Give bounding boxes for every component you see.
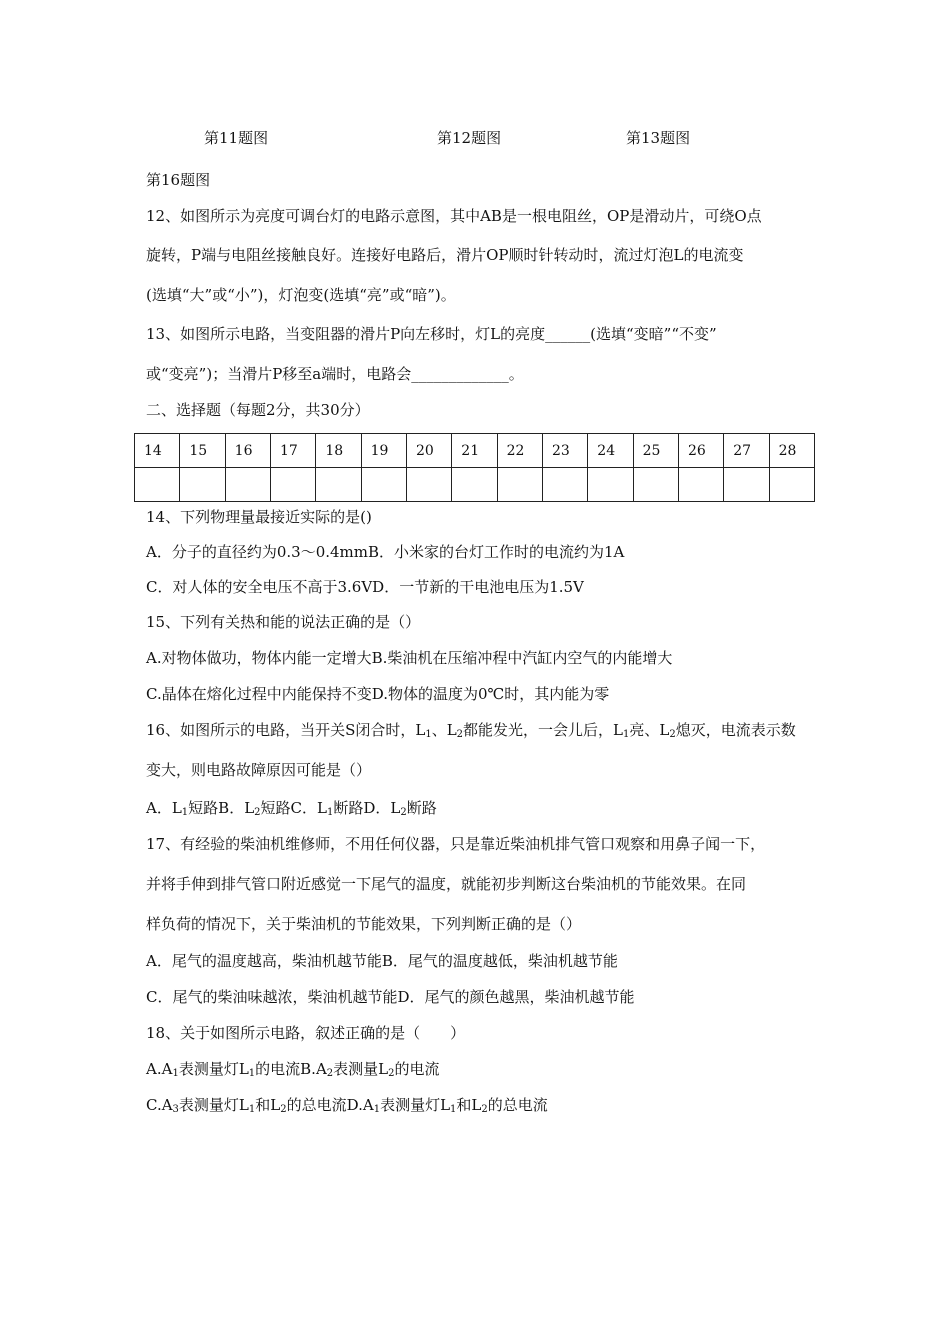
- answer-number-cell: 27: [724, 434, 769, 468]
- q15-options-ab: A.对物体做功，物体内能一定增大B.柴油机在压缩冲程中汽缸内空气的内能增大: [146, 649, 673, 667]
- answer-blank-cell[interactable]: [406, 468, 451, 502]
- answer-table: [134, 433, 815, 502]
- answer-blank-cell[interactable]: [542, 468, 587, 502]
- answer-blank-cell[interactable]: [316, 468, 361, 502]
- answer-blank-cell[interactable]: [724, 468, 769, 502]
- answer-blank-cell[interactable]: [769, 468, 814, 502]
- caption-fig16: 第16题图: [146, 171, 211, 189]
- q12-line1: 12、如图所示为亮度可调台灯的电路示意图，其中AB是一根电阻丝，OP是滑动片，可绕O点: [146, 207, 762, 225]
- q12-line3: (选填“大”或“小”)，灯泡变(选填“亮”或“暗”)。: [146, 286, 456, 304]
- answer-blank-cell[interactable]: [270, 468, 315, 502]
- q14-options-cd: C．对人体的安全电压不高于3.6VD．一节新的干电池电压为1.5V: [146, 578, 584, 596]
- caption-fig12: 第12题图: [437, 129, 502, 147]
- q15-options-cd: C.晶体在熔化过程中内能保持不变D.物体的温度为0℃时，其内能为零: [146, 685, 610, 703]
- answer-number-cell: 14: [135, 434, 180, 468]
- q18-options-ab: $A.A_1$表测量灯$L_1$的电流$B.A_2$表测量$L_2$的电流: [146, 1060, 440, 1079]
- q15-stem: 15、下列有关热和能的说法正确的是（）: [146, 613, 421, 631]
- q17-line1: 17、有经验的柴油机维修师，不用任何仪器，只是靠近柴油机排气管口观察和用鼻子闻一下，: [146, 835, 766, 853]
- q14-stem: 14、下列物理量最接近实际的是(): [146, 508, 372, 526]
- answer-number-cell: 17: [270, 434, 315, 468]
- section2-title: 二、选择题（每题2分，共30分）: [146, 401, 370, 419]
- answer-table-blank-row: [135, 468, 815, 502]
- answer-blank-cell[interactable]: [678, 468, 723, 502]
- answer-blank-cell[interactable]: [180, 468, 225, 502]
- answer-blank-cell[interactable]: [225, 468, 270, 502]
- answer-blank-cell[interactable]: [135, 468, 180, 502]
- answer-number-cell: 21: [452, 434, 497, 468]
- answer-blank-cell[interactable]: [497, 468, 542, 502]
- q13-line2: 或“变亮”)；当滑片P移至a端时，电路会_____________。: [146, 365, 524, 383]
- answer-table-header-row: [135, 434, 815, 468]
- answer-number-cell: 28: [769, 434, 814, 468]
- q17-options-cd: C．尾气的柴油味越浓，柴油机越节能D．尾气的颜色越黑，柴油机越节能: [146, 988, 635, 1006]
- q12-line2: 旋转，P端与电阻丝接触良好。连接好电路后，滑片OP顺时针转动时，流过灯泡L的电流变: [146, 246, 744, 264]
- answer-number-cell: 18: [316, 434, 361, 468]
- answer-blank-cell[interactable]: [633, 468, 678, 502]
- answer-number-cell: 24: [588, 434, 633, 468]
- answer-number-cell: 20: [406, 434, 451, 468]
- q18-stem: 18、关于如图所示电路，叙述正确的是（ ）: [146, 1024, 466, 1042]
- caption-fig13: 第13题图: [626, 129, 691, 147]
- answer-number-cell: 26: [678, 434, 723, 468]
- q18-options-cd: $C.A_3$表测量灯$L_1$和$L_2$的总电流$D.A_1$表测量灯$L_1$和$L_2$的总电流: [146, 1096, 548, 1115]
- q17-line2: 并将手伸到排气管口附近感觉一下尾气的温度，就能初步判断这台柴油机的节能效果。在同: [146, 875, 747, 893]
- q17-options-ab: A．尾气的温度越高，柴油机越节能B．尾气的温度越低，柴油机越节能: [146, 952, 618, 970]
- q14-options-ab: A．分子的直径约为0.3～0.4mmB．小米家的台灯工作时的电流约为1A: [146, 543, 625, 561]
- answer-blank-cell[interactable]: [588, 468, 633, 502]
- q17-line3: 样负荷的情况下，关于柴油机的节能效果，下列判断正确的是（）: [146, 915, 582, 933]
- answer-number-cell: 19: [361, 434, 406, 468]
- q16-line1: 16、如图所示的电路，当开关S闭合时，$L_1$、$L_2$都能发光，一会儿后，$L_1$亮、$L_2$熄灭，电流表示数: [146, 721, 796, 740]
- answer-number-cell: 16: [225, 434, 270, 468]
- q13-line1: 13、如图所示电路，当变阻器的滑片P向左移时，灯L的亮度______(选填“变暗”“不变”: [146, 325, 717, 343]
- answer-blank-cell[interactable]: [361, 468, 406, 502]
- answer-number-cell: 22: [497, 434, 542, 468]
- caption-fig11: 第11题图: [204, 129, 269, 147]
- answer-number-cell: 23: [542, 434, 587, 468]
- q16-options: A．$L_1$短路B．$L_2$短路C．$L_1$断路D．$L_2$断路: [146, 799, 437, 818]
- answer-number-cell: 25: [633, 434, 678, 468]
- q16-line2: 变大，则电路故障原因可能是（）: [146, 761, 372, 779]
- answer-number-cell: 15: [180, 434, 225, 468]
- answer-blank-cell[interactable]: [452, 468, 497, 502]
